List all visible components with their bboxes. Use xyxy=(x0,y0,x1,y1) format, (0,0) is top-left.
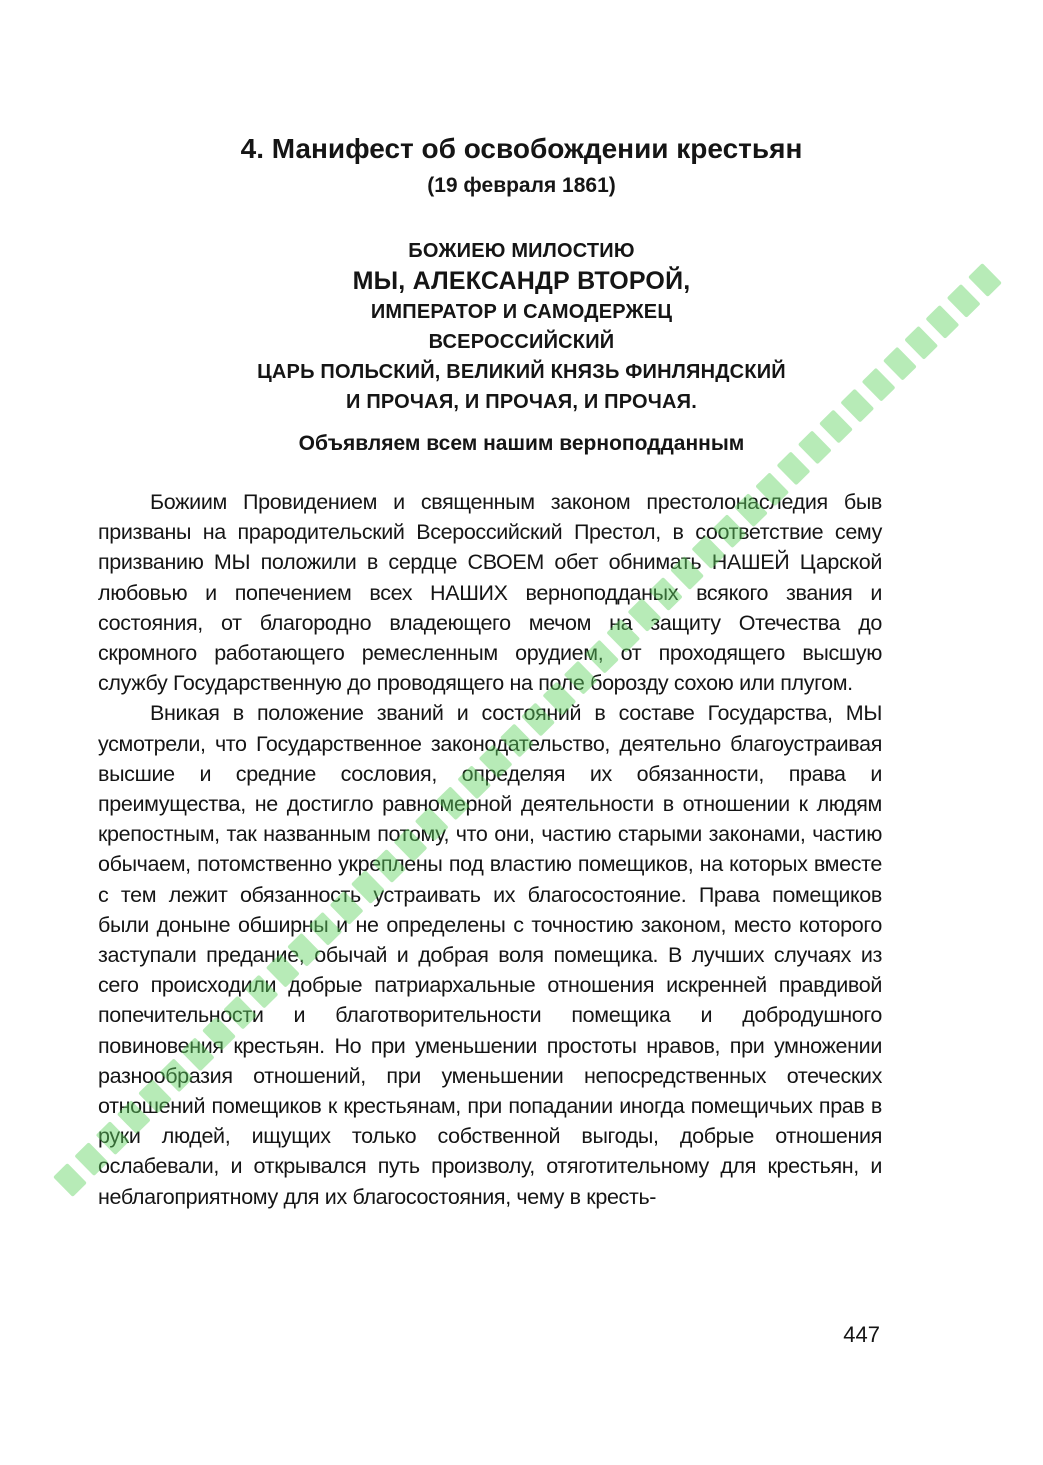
document-title: 4. Манифест об освобождении крестьян xyxy=(240,133,803,164)
manifesto-body xyxy=(98,487,882,1212)
page-number: 447 xyxy=(843,1322,880,1347)
document-date: (19 февраля 1861) xyxy=(427,174,616,197)
salutation-line: ВСЕРОССИЙСКИЙ xyxy=(428,331,615,353)
watermark-block xyxy=(53,1163,87,1197)
salutation-line: БОЖИЕЮ МИЛОСТИЮ xyxy=(408,240,635,262)
announcement-heading: Объявляем всем нашим верноподданным xyxy=(298,432,745,455)
paragraph: Вникая в положение званий и состояний в составе Государства, МЫ усмотрели, что Государственное законодательство, деятельно благоустраивая высшие и средние сословия, определяя их обязанности, права и преимущества, не достигло равномерной деятельности в отношении к людям крепостным, так названным потому, что они, частию старыми законами, частию обычаем, потомственно укреплены под властию помещиков, на которых вместе с тем лежит обязанность устраивать их благосостояние. Права помещиков были доныне обширны и не определены с точностию законом, место которого заступали предание, обычай и добрая воля помещика. В лучших случаях из сего происходили добрые патриархальные отношения искренней правдивой попечительности и благотворительности помещика и добродушного повиновения крестьян. Но при уменьшении простоты нравов, при умножении разнообразия отношений, при уменьшении непосредственных отеческих отношений помещиков к крестьянам, при попадании иногда помещичьих прав в руки людей, ищущих только собственной выгоды, добрые отношения ослабевали, и открывался путь произволу, отяготительному для крестьян, и неблагоприятному для их благосостояния, чему в кресть- xyxy=(98,701,882,1209)
salutation-line-monarch: МЫ, АЛЕКСАНДР ВТОРОЙ, xyxy=(352,267,691,295)
paragraph: Божиим Провидением и священным законом престолонаследия быв призваны на прародительский Всероссийский Престол, в соответствие сему призванию МЫ положили в сердце СВОЕМ обет обнимать НАШЕЙ Царской любовью и попечением всех НАШИХ верноподданых всякого звания и состояния, от благородно владеющего мечом на защиту Отечества до скромного работающего ремесленным орудием, от проходящего высшую службу Государственную до проводящего на поле борозду сохою или плугом. xyxy=(98,490,882,696)
salutation-line: ИМПЕРАТОР И САМОДЕРЖЕЦ xyxy=(370,301,673,323)
salutation-line: И ПРОЧАЯ, И ПРОЧАЯ, И ПРОЧАЯ. xyxy=(345,391,697,413)
royal-salutation xyxy=(0,236,1043,417)
salutation-line: ЦАРЬ ПОЛЬСКИЙ, ВЕЛИКИЙ КНЯЗЬ ФИНЛЯНДСКИЙ xyxy=(257,361,786,383)
